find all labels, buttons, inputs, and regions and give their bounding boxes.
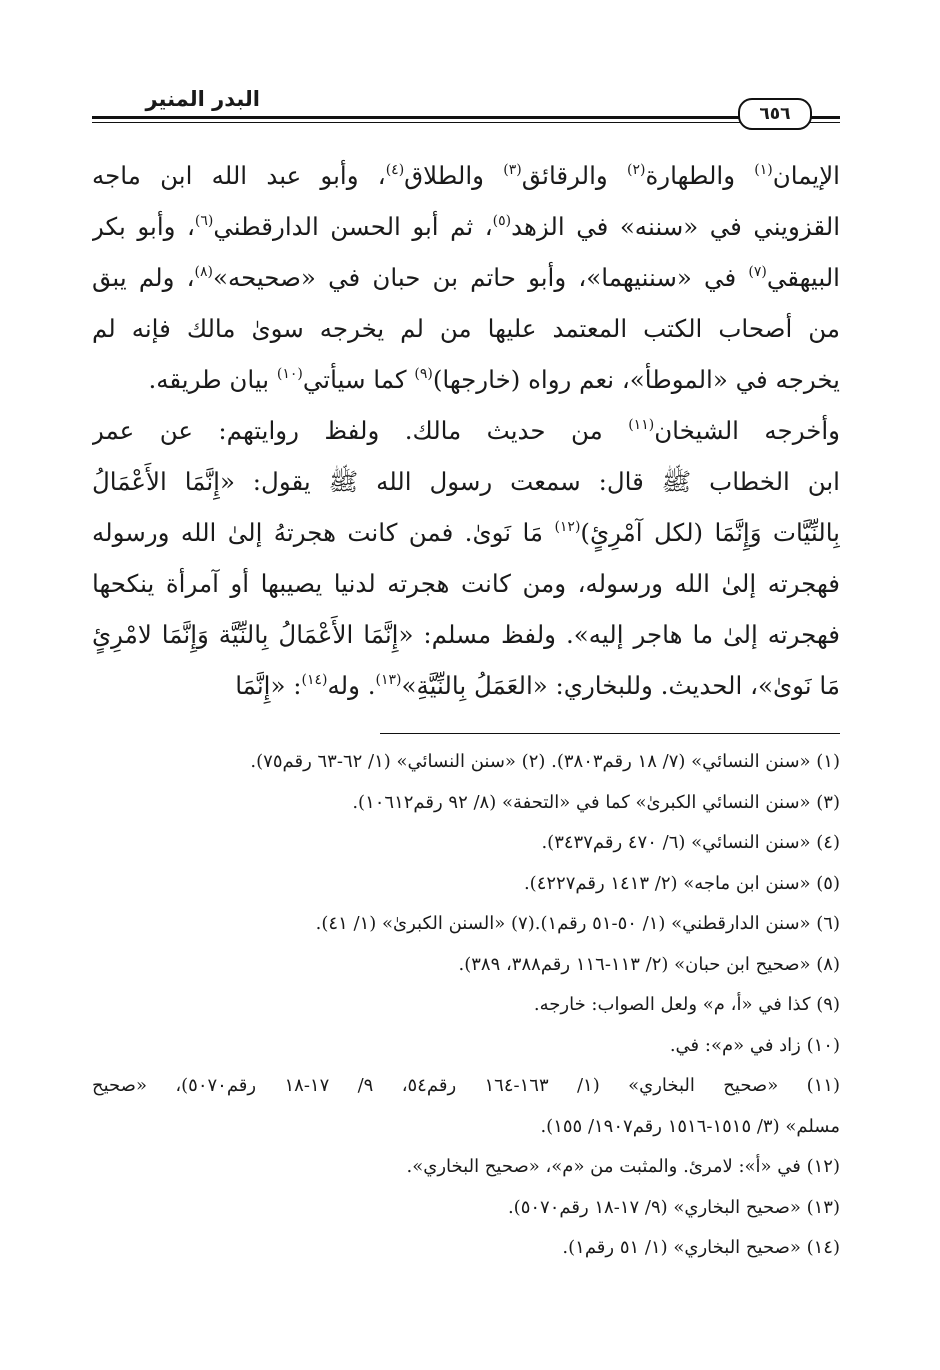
footnote: مسلم» (٣/ ١٥١٥-١٥١٦ رقم١٩٠٧/ ١٥٥). bbox=[540, 1115, 840, 1137]
footnote: (٣) «سنن النسائي الكبرىٰ» كما في «التحفة» (٨/ ٩٢ رقم١٠٦١٢). bbox=[352, 791, 840, 813]
text-span: ، وأبو عبد الله ابن ماجه bbox=[92, 161, 386, 190]
header-rule-thin bbox=[92, 122, 840, 123]
header-rule-thick bbox=[92, 116, 840, 119]
footnote-marker[interactable]: (٥) bbox=[492, 213, 512, 229]
main-text bbox=[92, 150, 840, 711]
footnote-marker[interactable]: (٦) bbox=[194, 213, 214, 229]
text-span: : «إِنَّمَا bbox=[235, 671, 302, 700]
text-span: وأخرجه الشيخان bbox=[654, 416, 840, 445]
text-span: القزويني في «سننه» في الزهد bbox=[511, 212, 840, 241]
text-span: ابن الخطاب ﷺ قال: سمعت رسول الله ﷺ يقول: «إِنَّمَا الأَعْمَالُ bbox=[92, 467, 840, 496]
footnote-marker[interactable]: (١٠) bbox=[276, 366, 303, 382]
text-line bbox=[92, 150, 840, 201]
footnote: (١١) «صحيح البخاري» (١/ ١٦٣-١٦٤ رقم٥٤، ٩/ ١٧-١٨ رقم٥٠٧٠)، «صحيح bbox=[92, 1075, 840, 1096]
text-span: والطهارة bbox=[645, 161, 755, 190]
text-line bbox=[92, 507, 840, 558]
footnote-marker[interactable]: (٤) bbox=[385, 162, 405, 178]
running-title: البدر المنير bbox=[139, 87, 266, 111]
text-span: من حديث مالك. ولفظ روايتهم: عن عمر bbox=[92, 416, 629, 445]
text-line bbox=[92, 354, 840, 405]
footnote-marker[interactable]: (١٤) bbox=[301, 672, 328, 688]
text-span: كما سيأتي bbox=[302, 365, 415, 394]
footnote: (١) «سنن النسائي» (٧/ ١٨ رقم٣٨٠٣). (٢) «سنن النسائي» (١/ ٦٢-٦٣ رقم٧٥). bbox=[250, 751, 840, 772]
page-header bbox=[92, 84, 840, 134]
footnote-marker[interactable]: (٧) bbox=[748, 264, 767, 280]
footnote-marker[interactable]: (٨) bbox=[194, 264, 213, 280]
text-line bbox=[92, 660, 840, 711]
footnote: (١٤) «صحيح البخاري» (١/ ٥١ رقم١). bbox=[562, 1237, 840, 1258]
text-line bbox=[92, 609, 840, 660]
footnote: (٦) «سنن الدارقطني» (١/ ٥٠-٥١ رقم١).(٧) «السنن الكبرىٰ» (١/ ٤١). bbox=[315, 913, 840, 934]
text-span: مَا نَوىٰ»، الحديث. وللبخاري: «العَمَلُ بِالنِّيَّةِ» bbox=[401, 671, 840, 700]
text-span: ، ولم يبق bbox=[92, 263, 195, 292]
text-line bbox=[92, 558, 840, 609]
footnote-marker[interactable]: (١١) bbox=[628, 417, 655, 433]
text-span: مَا نَوىٰ. فمن كانت هجرتهُ إلىٰ الله ورسوله bbox=[92, 518, 555, 547]
text-span: البيهقي bbox=[766, 263, 840, 292]
text-span: ، وأبو بكر bbox=[92, 212, 195, 241]
footnote-marker[interactable]: (٣) bbox=[503, 162, 522, 178]
text-span: يخرجه في «الموطأ»، نعم رواه (خارجها) bbox=[432, 365, 840, 394]
text-span: ، ثم أبو الحسن الدارقطني bbox=[213, 212, 493, 241]
text-span: . وله bbox=[327, 671, 376, 700]
footnote-marker[interactable]: (١٣) bbox=[375, 672, 402, 688]
footnote-marker[interactable]: (٩) bbox=[414, 366, 433, 382]
footnote: (١٢) في «أ»: لامرئ. والمثبت من «م»، «صحيح البخاري». bbox=[406, 1156, 840, 1177]
text-line bbox=[92, 405, 840, 456]
footnote: (٨) «صحيح ابن حبان» (٢/ ١١٣-١١٦ رقم٣٨٨، ٣٨٩). bbox=[458, 953, 840, 975]
text-line bbox=[92, 303, 840, 354]
text-span: والطلاق bbox=[404, 161, 504, 190]
text-span: في «سننيهما»، وأبو حاتم بن حبان في «صحيحه» bbox=[212, 263, 749, 292]
text-span: من أصحاب الكتب المعتمد عليها من لم يخرجه سوىٰ مالك فإنه لم bbox=[92, 314, 840, 343]
footnotes bbox=[92, 742, 840, 1269]
text-span: بِالنِّيَّات وَإِنَّمَا (لكل آمْرِئٍ) bbox=[580, 518, 840, 547]
footnote: (٩) كذا في «أ، م» ولعل الصواب: خارجه. bbox=[533, 994, 840, 1015]
footnote: (١٣) «صحيح البخاري» (٩/ ١٧-١٨ رقم٥٠٧٠). bbox=[507, 1196, 840, 1218]
text-line bbox=[92, 252, 840, 303]
text-line bbox=[92, 456, 840, 507]
footnote-divider bbox=[380, 733, 840, 734]
footnote-marker[interactable]: (١٢) bbox=[554, 519, 581, 535]
text-span: بيان طريقه. bbox=[148, 365, 277, 394]
footnote-marker[interactable]: (١) bbox=[754, 162, 773, 178]
text-span: فهجرته إلىٰ ما هاجر إليه». ولفظ مسلم: «إِنَّمَا الأَعْمَالُ بِالنِّيَّة وَإِنَّمَا لامْرِئٍ bbox=[92, 620, 840, 649]
text-span: والرقائق bbox=[521, 161, 627, 190]
footnote-marker[interactable]: (٢) bbox=[626, 162, 646, 178]
text-line bbox=[92, 201, 840, 252]
footnote: (٤) «سنن النسائي» (٦/ ٤٧٠ رقم٣٤٣٧). bbox=[541, 832, 840, 853]
footnote: (١٠) زاد في «م»: في. bbox=[669, 1034, 840, 1056]
page-number: ٦٥٦ bbox=[738, 98, 812, 130]
footnote: (٥) «سنن ابن ماجه» (٢/ ١٤١٣ رقم٤٢٢٧). bbox=[523, 872, 840, 894]
text-span: فهجرته إلىٰ الله ورسوله، ومن كانت هجرته لدنيا يصيبها أو آمرأة ينكحها bbox=[92, 569, 840, 598]
text-span: الإيمان bbox=[772, 161, 840, 190]
